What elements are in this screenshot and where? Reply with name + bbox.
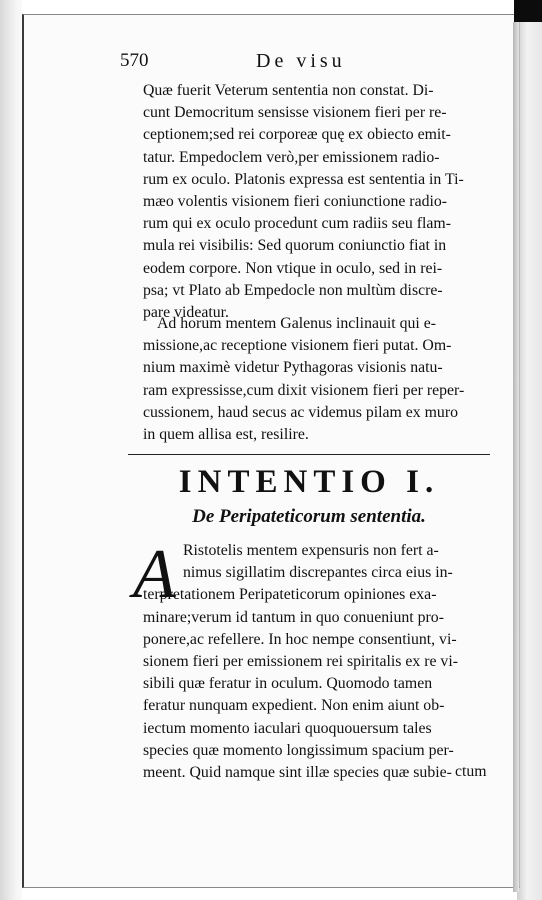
text-line: cussionem, haud secus ac videmus pilam ex muro bbox=[143, 403, 458, 421]
page-number: 570 bbox=[120, 50, 149, 71]
text-line: Quæ fuerit Veterum sententia non constat. Di- bbox=[143, 82, 434, 99]
text-line: rum ex oculo. Platonis expressa est sententia in Ti- bbox=[143, 170, 464, 188]
text-line: meent. Quid namque sint illæ species quæ subie- bbox=[143, 763, 452, 781]
paragraph-veterum bbox=[143, 80, 485, 324]
text-line: rum qui ex oculo procedunt cum radiis seu flam- bbox=[143, 215, 451, 233]
text-line: nium maximè videtur Pythagoras visionis natu- bbox=[143, 359, 443, 377]
section-rule bbox=[128, 454, 490, 455]
text-line: ram expressisse,cum dixit visionem fieri per reper- bbox=[143, 381, 465, 399]
spine-shadow bbox=[513, 22, 519, 892]
text-line: cunt Democritum sensisse visionem fieri per re- bbox=[143, 104, 447, 122]
text-line: mæo volentis visionem fieri coniunctione radio- bbox=[143, 192, 448, 210]
text-line: sibili quæ feratur in oculum. Quomodo tamen bbox=[143, 675, 433, 693]
text-line: psa; vt Plato ab Empedocle non multùm discre- bbox=[143, 281, 443, 299]
text-line: Ristotelis mentem expensuris non fert a- bbox=[183, 542, 439, 559]
text-line: species quæ momento longissimum spacium per- bbox=[143, 741, 454, 759]
section-title: INTENTIO I. bbox=[178, 464, 440, 500]
text-line: iectum momento iaculari quoquouersum tales bbox=[143, 719, 432, 737]
text-line: in quem allisa est, resilire. bbox=[143, 425, 309, 443]
running-head bbox=[120, 50, 500, 78]
text-line: missione,ac receptione visionem fieri putat. Om- bbox=[143, 337, 452, 355]
paragraph-galenus bbox=[143, 313, 485, 446]
page-right-edge bbox=[517, 0, 542, 900]
text-line: pare videatur. bbox=[143, 303, 229, 321]
paragraph-aristotelis bbox=[143, 540, 485, 784]
text-line: nimus sigillatim discrepantes circa eius in- bbox=[183, 564, 453, 582]
drop-cap: A bbox=[133, 536, 176, 613]
text-line: sionem fieri per emissionem rei spiritalis ex re vi- bbox=[143, 652, 458, 670]
bookmark-tab bbox=[514, 0, 542, 22]
text-line: tatur. Empedoclem verò,per emissionem radio- bbox=[143, 148, 440, 166]
text-line: ceptionem;sed rei corporeæ quę ex obiecto emit- bbox=[143, 126, 451, 144]
text-line: terpretationem Peripateticorum opiniones exa- bbox=[143, 586, 437, 604]
section-subtitle: De Peripateticorum sententia. bbox=[192, 506, 426, 527]
scan-left-edge bbox=[0, 0, 22, 900]
catchword: ctum bbox=[455, 763, 487, 780]
text-line: ponere,ac refellere. In hoc nempe consentiunt, vi- bbox=[143, 630, 457, 648]
text-line: feratur nunquam expedient. Non enim aiunt ob- bbox=[143, 697, 445, 715]
text-line: minare;verum id tantum in quo conueniunt pro- bbox=[143, 608, 444, 626]
running-title: De visu bbox=[256, 50, 346, 72]
text-line: Ad horum mentem Galenus inclinauit qui e- bbox=[157, 315, 437, 332]
text-line: mula rei visibilis: Sed quorum coniunctio fiat in bbox=[143, 237, 447, 255]
text-line: eodem corpore. Non vtique in oculo, sed in rei- bbox=[143, 259, 443, 277]
